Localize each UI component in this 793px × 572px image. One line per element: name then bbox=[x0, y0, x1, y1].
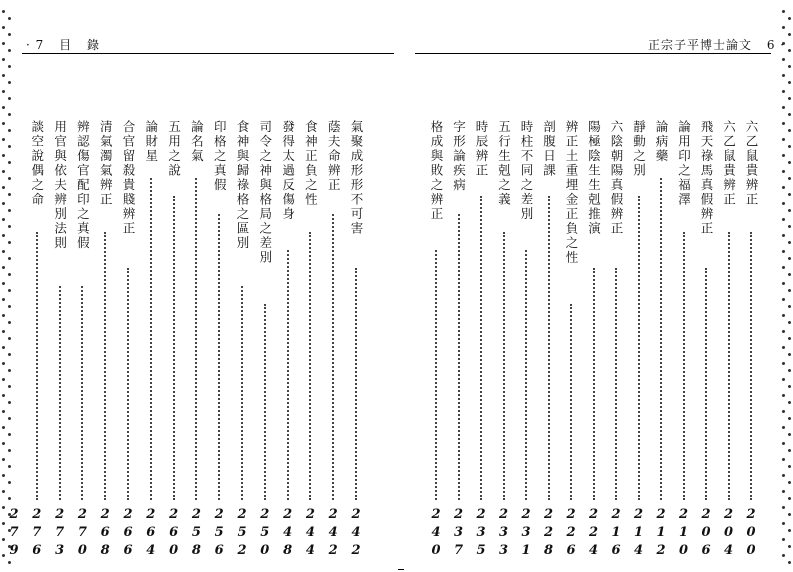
toc-page-number: 2 0 6 bbox=[701, 507, 711, 558]
toc-page-number: 2 1 6 bbox=[611, 507, 621, 558]
toc-leader-dots bbox=[570, 304, 572, 500]
toc-leader-dots bbox=[150, 178, 152, 500]
toc-page-number: 2 5 0 bbox=[260, 507, 270, 558]
toc-page-number: 2 6 8 bbox=[100, 507, 110, 558]
edge-dot bbox=[2, 346, 5, 349]
toc-entry-title: 辨正土重埋金正負之性 bbox=[564, 120, 579, 265]
toc-page-number: 2 4 4 bbox=[305, 507, 315, 558]
toc-page-number: 2 3 5 bbox=[476, 507, 486, 558]
right-header-rule bbox=[415, 53, 771, 54]
toc-entry-title: 談空說偶之命 bbox=[29, 120, 45, 207]
toc-leader-dots bbox=[355, 268, 357, 500]
edge-dot bbox=[788, 433, 791, 436]
toc-entry-title: 司令之神與格局之差別 bbox=[257, 120, 273, 265]
left-page-header bbox=[26, 36, 110, 53]
toc-entry[interactable] bbox=[211, 120, 227, 560]
toc-leader-dots bbox=[218, 214, 220, 500]
toc-leader-dots bbox=[264, 304, 266, 500]
edge-dot bbox=[2, 122, 5, 125]
toc-entry[interactable] bbox=[302, 120, 318, 560]
edge-dot bbox=[2, 250, 5, 253]
left-page-title-2: 錄 bbox=[86, 38, 100, 52]
edge-dot bbox=[2, 90, 5, 93]
toc-entry-title: 用官與依夫辨別法則 bbox=[52, 120, 68, 251]
edge-dot bbox=[782, 554, 785, 557]
toc-entry-title: 五行生剋之義 bbox=[496, 120, 512, 207]
toc-entry-title: 氣聚成形形不可害 bbox=[349, 120, 364, 236]
toc-entry-title: 格成與敗之辨正 bbox=[429, 120, 444, 222]
edge-dot bbox=[2, 506, 5, 509]
toc-entry-title: 食神正負之性 bbox=[303, 120, 319, 207]
edge-dot bbox=[2, 26, 5, 29]
toc-leader-dots bbox=[503, 232, 505, 500]
edge-dot bbox=[782, 122, 785, 125]
toc-entry[interactable] bbox=[563, 120, 579, 560]
toc-page-number: 2 0 4 bbox=[723, 507, 734, 558]
toc-entry[interactable] bbox=[52, 120, 68, 560]
right-page-title: 正宗子平博士論文 bbox=[648, 38, 753, 52]
edge-dot bbox=[788, 193, 791, 196]
toc-entry-title: 論病藥 bbox=[654, 120, 669, 164]
toc-entry-title: 五用之說 bbox=[166, 120, 182, 178]
edge-dot bbox=[782, 474, 785, 477]
edge-dot bbox=[782, 218, 785, 221]
toc-page-number: 2 5 2 bbox=[237, 507, 247, 558]
toc-leader-dots bbox=[480, 196, 482, 500]
toc-entry[interactable] bbox=[473, 120, 489, 560]
edge-dot bbox=[2, 170, 5, 173]
edge-dot bbox=[2, 58, 5, 61]
edge-dot bbox=[2, 554, 5, 557]
left-page-number: · 7 bbox=[26, 38, 45, 52]
toc-entry-title: 時柱不同之差別 bbox=[519, 120, 534, 222]
edge-dot bbox=[782, 394, 785, 397]
toc-entry[interactable] bbox=[280, 120, 296, 560]
toc-entry[interactable] bbox=[743, 120, 759, 560]
toc-leader-dots bbox=[728, 232, 730, 500]
edge-dot bbox=[2, 266, 5, 269]
toc-page-number: 2 3 1 bbox=[521, 507, 531, 558]
edge-dot bbox=[788, 305, 791, 308]
toc-entry[interactable] bbox=[541, 120, 557, 560]
edge-dot bbox=[782, 426, 785, 429]
toc-leader-dots bbox=[548, 196, 550, 500]
toc-entry[interactable] bbox=[234, 120, 250, 560]
edge-dot bbox=[788, 513, 791, 516]
edge-dot bbox=[8, 561, 11, 564]
toc-entry-title: 時辰辨正 bbox=[474, 120, 489, 178]
toc-entry-title: 靜動之別 bbox=[631, 120, 647, 178]
toc-page-number: 2 7 6 bbox=[32, 507, 42, 558]
toc-leader-dots bbox=[195, 178, 197, 500]
toc-page-number: 2 5 6 bbox=[214, 507, 224, 558]
edge-dot bbox=[2, 538, 5, 541]
toc-entry[interactable] bbox=[188, 120, 204, 560]
edge-dot bbox=[2, 186, 5, 189]
edge-dot bbox=[788, 337, 791, 340]
edge-dot bbox=[2, 442, 5, 445]
toc-page-number: 2 7 0 bbox=[77, 507, 87, 558]
toc-entry-title: 六乙鼠貴辨正 bbox=[721, 120, 737, 207]
toc-entry[interactable] bbox=[74, 120, 90, 560]
edge-dot bbox=[782, 490, 785, 493]
edge-dot bbox=[782, 106, 785, 109]
edge-dot bbox=[788, 465, 791, 468]
toc-entry[interactable] bbox=[143, 120, 159, 560]
toc-entry[interactable] bbox=[325, 120, 341, 560]
edge-dot bbox=[2, 138, 5, 141]
edge-dot bbox=[788, 401, 791, 404]
edge-dot bbox=[788, 17, 791, 20]
toc-page-number: 2 6 0 bbox=[169, 507, 179, 558]
edge-dot bbox=[782, 26, 785, 29]
edge-dot bbox=[2, 330, 5, 333]
toc-leader-dots bbox=[750, 232, 752, 500]
edge-dot bbox=[2, 378, 5, 381]
toc-page-number: 2 5 8 bbox=[191, 507, 201, 558]
toc-leader-dots bbox=[660, 178, 662, 500]
edge-dot bbox=[788, 449, 791, 452]
edge-dot bbox=[2, 522, 5, 525]
toc-entry-title: 合官留殺貴賤辨正 bbox=[121, 120, 136, 236]
toc-leader-dots bbox=[638, 196, 640, 500]
edge-dot bbox=[788, 177, 791, 180]
edge-dot bbox=[782, 90, 785, 93]
edge-dot bbox=[2, 298, 5, 301]
edge-dot bbox=[782, 522, 785, 525]
toc-entry-title: 剖腹日課 bbox=[541, 120, 557, 178]
edge-dot bbox=[2, 282, 5, 285]
edge-dot bbox=[788, 209, 791, 212]
edge-dot bbox=[788, 369, 791, 372]
toc-leader-dots bbox=[59, 286, 61, 500]
toc-leader-dots bbox=[593, 268, 595, 500]
toc-entry[interactable] bbox=[97, 120, 113, 560]
edge-dot bbox=[782, 314, 785, 317]
toc-entry-title: 辨認傷官配印之真假 bbox=[75, 120, 91, 251]
edge-dot bbox=[788, 273, 791, 276]
toc-leader-dots bbox=[241, 286, 243, 500]
toc-page-number: 2 1 2 bbox=[656, 507, 666, 558]
toc-page-number: 2 3 7 bbox=[453, 507, 464, 558]
edge-dot bbox=[788, 289, 791, 292]
toc-leader-dots bbox=[615, 268, 617, 500]
edge-dot bbox=[788, 65, 791, 68]
edge-dot bbox=[8, 65, 11, 68]
edge-dot bbox=[788, 145, 791, 148]
edge-dot bbox=[2, 410, 5, 413]
edge-dot bbox=[2, 154, 5, 157]
edge-dot bbox=[8, 81, 11, 84]
edge-dot bbox=[788, 161, 791, 164]
toc-entry[interactable] bbox=[451, 120, 467, 560]
edge-dot bbox=[782, 378, 785, 381]
toc-leader-dots bbox=[81, 286, 83, 500]
toc-page-number: 2 4 2 bbox=[351, 507, 361, 558]
toc-entry[interactable] bbox=[698, 120, 714, 560]
toc-entry-title: 清氣濁氣辨正 bbox=[98, 120, 114, 207]
toc-entry-title: 論名氣 bbox=[189, 120, 205, 164]
toc-page-number: 2 0 0 bbox=[746, 507, 756, 558]
toc-page-number: 2 4 0 bbox=[431, 507, 441, 558]
edge-dot bbox=[782, 234, 785, 237]
edge-dot bbox=[788, 129, 791, 132]
edge-dot bbox=[782, 298, 785, 301]
toc-entry-title: 印格之真假 bbox=[212, 120, 228, 193]
toc-page-number: 2 6 4 bbox=[146, 507, 156, 558]
edge-dot bbox=[782, 10, 785, 13]
toc-page-number: 2 7 9 bbox=[9, 507, 19, 558]
edge-dot bbox=[782, 202, 785, 205]
toc-entry[interactable] bbox=[608, 120, 624, 560]
toc-entry[interactable] bbox=[428, 120, 444, 560]
toc-entry[interactable] bbox=[348, 120, 364, 560]
edge-dot bbox=[788, 353, 791, 356]
edge-dot bbox=[2, 362, 5, 365]
toc-entry-title: 字形論疾病 bbox=[451, 120, 467, 193]
toc-page-number: 2 4 8 bbox=[283, 507, 293, 558]
edge-dot bbox=[788, 81, 791, 84]
left-page-title-1: 目 bbox=[59, 38, 73, 52]
toc-page-number: 2 2 4 bbox=[588, 507, 599, 558]
toc-entry-title: 發得太過反傷身 bbox=[280, 120, 296, 222]
toc-leader-dots bbox=[435, 250, 437, 500]
edge-dot bbox=[788, 497, 791, 500]
toc-leader-dots bbox=[104, 232, 106, 500]
toc-entry-title: 陽極陰生生剋推演 bbox=[586, 120, 602, 236]
toc-leader-dots bbox=[127, 268, 129, 500]
toc-leader-dots bbox=[525, 250, 527, 500]
edge-dot bbox=[2, 42, 5, 45]
toc-leader-dots bbox=[287, 250, 289, 500]
edge-dot bbox=[8, 17, 11, 20]
toc-page-number: 2 6 6 bbox=[123, 507, 133, 558]
spine-mark bbox=[398, 569, 404, 570]
toc-page-number: 2 1 4 bbox=[633, 507, 644, 558]
toc-entry[interactable] bbox=[631, 120, 647, 560]
edge-dot bbox=[788, 241, 791, 244]
edge-dot bbox=[782, 330, 785, 333]
toc-entry[interactable] bbox=[518, 120, 534, 560]
toc-page-number: 2 7 3 bbox=[55, 507, 65, 558]
edge-dot bbox=[788, 545, 791, 548]
edge-dot bbox=[788, 385, 791, 388]
toc-page-number: 2 4 2 bbox=[328, 507, 338, 558]
toc-entry[interactable] bbox=[257, 120, 273, 560]
edge-dot bbox=[8, 97, 11, 100]
edge-dot bbox=[782, 170, 785, 173]
toc-entry-title: 食神與歸祿格之區別 bbox=[235, 120, 250, 251]
toc-leader-dots bbox=[458, 214, 460, 500]
edge-dot bbox=[2, 202, 5, 205]
toc-entry[interactable] bbox=[496, 120, 512, 560]
edge-dot bbox=[788, 417, 791, 420]
toc-entry-title: 論財星 bbox=[143, 120, 159, 164]
edge-dot bbox=[788, 561, 791, 564]
edge-dot bbox=[782, 58, 785, 61]
edge-dot bbox=[2, 234, 5, 237]
edge-dot bbox=[782, 538, 785, 541]
edge-dot bbox=[2, 394, 5, 397]
edge-dot bbox=[788, 257, 791, 260]
right-page-header bbox=[648, 36, 793, 53]
toc-entry[interactable] bbox=[29, 120, 45, 560]
left-header-rule bbox=[22, 53, 394, 54]
toc-entry[interactable] bbox=[166, 120, 182, 560]
toc-entry-title: 六乙鼠貴辨正 bbox=[744, 120, 759, 207]
edge-dot bbox=[2, 458, 5, 461]
toc-leader-dots bbox=[309, 232, 311, 500]
edge-dot bbox=[782, 186, 785, 189]
edge-dot bbox=[2, 474, 5, 477]
edge-dot bbox=[782, 138, 785, 141]
edge-dot bbox=[788, 113, 791, 116]
toc-leader-dots bbox=[332, 214, 334, 500]
toc-leader-dots bbox=[683, 232, 685, 500]
toc-entry[interactable] bbox=[653, 120, 669, 560]
edge-dot bbox=[782, 410, 785, 413]
edge-dot bbox=[2, 10, 5, 13]
toc-leader-dots bbox=[36, 232, 38, 500]
edge-dot bbox=[782, 74, 785, 77]
toc-page-number: 2 2 8 bbox=[543, 507, 554, 558]
toc-leader-dots bbox=[173, 196, 175, 500]
toc-entry[interactable] bbox=[721, 120, 737, 560]
right-page-number: 6 · bbox=[766, 38, 786, 52]
edge-dot bbox=[2, 490, 5, 493]
edge-dot bbox=[8, 113, 11, 116]
toc-entry-title: 飛天祿馬真假辨正 bbox=[699, 120, 714, 236]
toc-entry[interactable] bbox=[586, 120, 602, 560]
edge-dot bbox=[788, 529, 791, 532]
edge-dot bbox=[782, 506, 785, 509]
edge-dot bbox=[782, 458, 785, 461]
toc-leader-dots bbox=[705, 268, 707, 500]
edge-dot bbox=[782, 154, 785, 157]
edge-dot bbox=[782, 346, 785, 349]
edge-dot bbox=[788, 225, 791, 228]
edge-dot bbox=[788, 97, 791, 100]
edge-dot bbox=[788, 481, 791, 484]
edge-dot bbox=[2, 106, 5, 109]
edge-dot bbox=[782, 362, 785, 365]
edge-dot bbox=[782, 442, 785, 445]
edge-dot bbox=[2, 74, 5, 77]
toc-entry[interactable] bbox=[676, 120, 692, 560]
edge-dot bbox=[788, 321, 791, 324]
edge-dot bbox=[2, 426, 5, 429]
toc-entry-title: 論用印之福澤 bbox=[676, 120, 692, 207]
edge-dot bbox=[782, 266, 785, 269]
toc-entry-title: 蔭夫命辨正 bbox=[326, 120, 342, 193]
edge-dot bbox=[2, 218, 5, 221]
edge-dot bbox=[8, 33, 11, 36]
toc-entry[interactable] bbox=[6, 120, 22, 560]
toc-entry-title: 六陰朝陽真假辨正 bbox=[609, 120, 624, 236]
toc-page-number: 2 3 3 bbox=[498, 507, 509, 558]
edge-dot bbox=[8, 49, 11, 52]
edge-dot bbox=[782, 250, 785, 253]
toc-page-number: 2 1 0 bbox=[678, 507, 689, 558]
edge-dot bbox=[2, 314, 5, 317]
toc-page-number: 2 2 6 bbox=[566, 507, 576, 558]
toc-entry[interactable] bbox=[120, 120, 136, 560]
right-page-edge-dots bbox=[779, 0, 793, 572]
edge-dot bbox=[782, 282, 785, 285]
